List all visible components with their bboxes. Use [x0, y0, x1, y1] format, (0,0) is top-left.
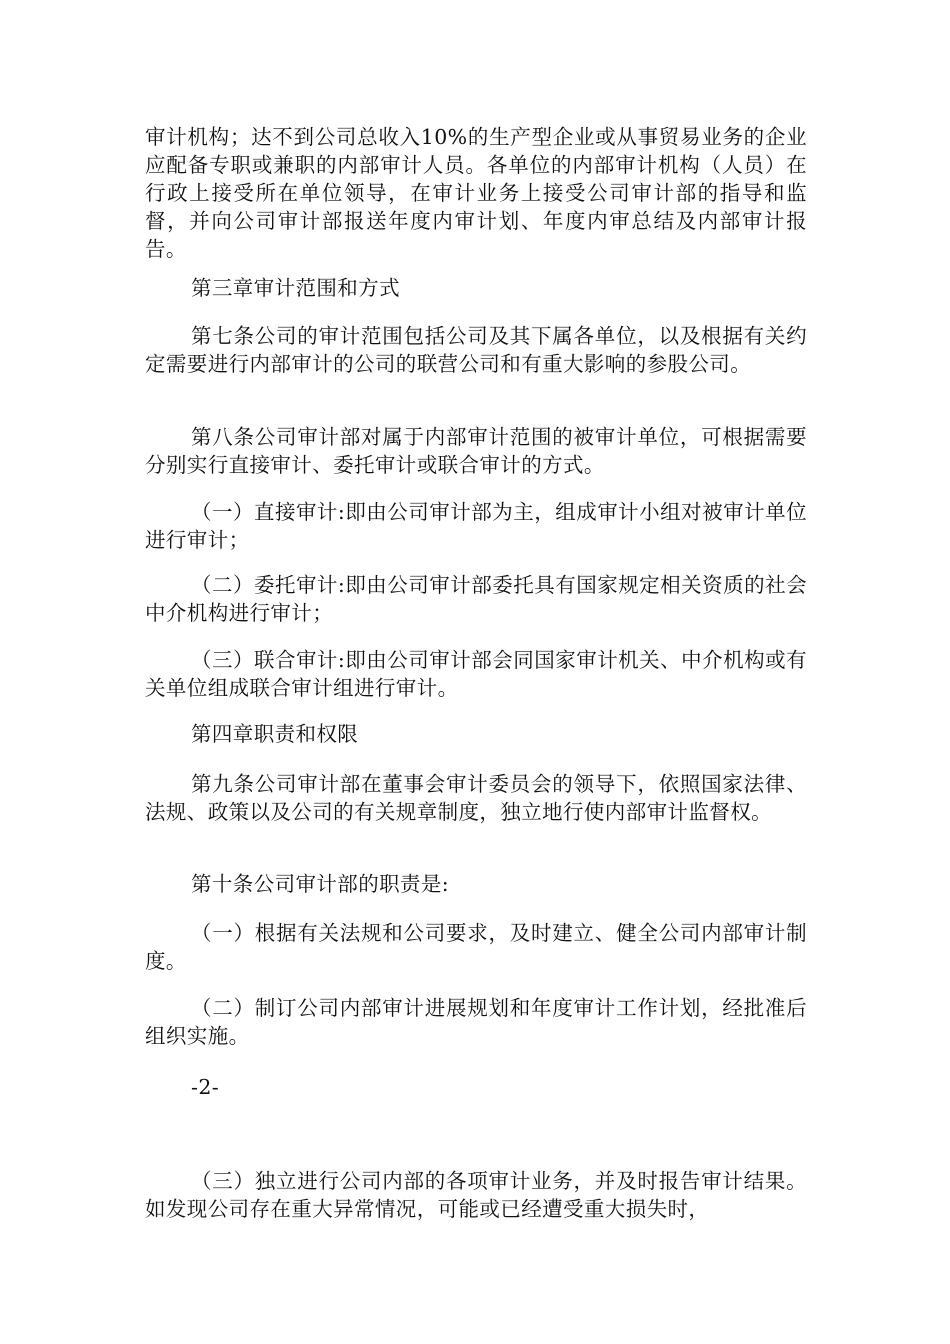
duty-item-two: （二）制订公司内部审计进展规划和年度审计工作计划，经批准后组织实施。 [145, 996, 807, 1048]
entrusted-audit-item: （二）委托审计:即由公司审计部委托具有国家规定相关资质的社会中介机构进行审计； [145, 573, 807, 625]
article-seven: 第七条公司的审计范围包括公司及其下属各单位，以及根据有关约定需要进行内部审计的公司的联营公司和有重大影响的参股公司。 [145, 324, 807, 376]
page-number: -2- [191, 1075, 220, 1099]
article-eight: 第八条公司审计部对属于内部审计范围的被审计单位，可根据需要分别实行直接审计、委托审计或联合审计的方式。 [145, 425, 807, 477]
duty-item-one: （一）根据有关法规和公司要求，及时建立、健全公司内部审计制度。 [145, 921, 807, 973]
article-nine: 第九条公司审计部在董事会审计委员会的领导下，依照国家法律、法规、政策以及公司的有关规章制度，独立地行使内部审计监督权。 [145, 772, 807, 824]
duty-item-three: （三）独立进行公司内部的各项审计业务，并及时报告审计结果。如发现公司存在重大异常情况，可能或已经遭受重大损失时， [145, 1169, 807, 1221]
direct-audit-item: （一）直接审计:即由公司审计部为主，组成审计小组对被审计单位进行审计； [145, 500, 807, 552]
chapter-three-heading: 第三章审计范围和方式 [191, 276, 400, 300]
chapter-four-heading: 第四章职责和权限 [191, 722, 359, 746]
joint-audit-item: （三）联合审计:即由公司审计部会同国家审计机关、中介机构或有关单位组成联合审计组进行审计。 [145, 648, 807, 700]
paragraph-audit-organization: 审计机构；达不到公司总收入10%的生产型企业或从事贸易业务的企业应配备专职或兼职的内部审计人员。各单位的内部审计机构（人员）在行政上接受所在单位领导，在审计业务上接受公司审计部的指导和监督，并向公司审计部报送年度内审计划、年度内审总结及内部审计报告。 [145, 125, 807, 261]
article-ten: 第十条公司审计部的职责是: [191, 872, 450, 896]
